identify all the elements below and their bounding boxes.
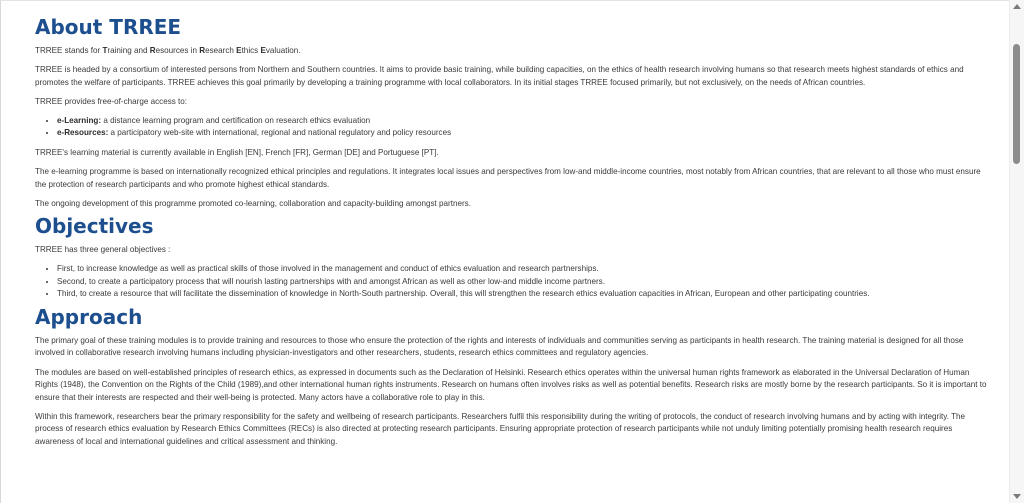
list-item-label: e-Resources: (57, 128, 109, 138)
main-content (35, 14, 990, 455)
about-paragraph: TRREE's learning material is currently available in English [EN], French [FR], German [DE] and Portuguese [PT]. (35, 148, 439, 158)
approach-paragraph: The modules are based on well-established principles of research ethics, as expressed in documents such as the Declaration of Helsinki. Research ethics operates within the universal human rights framework as elaborated in the Universal Declaration of Human Rights (1948), the Convention on the Rights of the Child (1989),and other international human rights instruments. Research on humans often involves risks as well as potential benefits. Research risks are mostly borne by the research participants. So it is important to ensure that their interests are respected and their well-being is protected. Many actors have a collaborative role to play in this. (35, 367, 987, 402)
list-item: • Second, to create a participatory process that will nourish lasting partnerships with and amongst African as well as other low-and middle income partners. (57, 276, 990, 289)
about-paragraph: TRREE provides free-of-charge access to: (35, 96, 188, 106)
vertical-scrollbar[interactable] (1009, 0, 1024, 503)
list-item: • e-Resources: a participatory web-site with international, regional and national regulatory and policy resources (57, 127, 990, 140)
objectives-list (35, 263, 990, 301)
list-item: • Third, to create a resource that will facilitate the dissemination of knowledge in North-South partnership. Overall, this will strengthen the research ethics evaluation capacities in African, European and other participating countries. (57, 288, 990, 301)
approach-paragraph: The primary goal of these training modules is to provide training and resources to those who ensure the protection of the rights and interests of individuals and communities serving as participants in health research. The training material is designed for all those involved in collaborative research involving humans including physician-investigators and other researchers, students, research ethics committees and regulatory agencies. (35, 335, 964, 358)
access-list (35, 115, 990, 140)
list-item-label: e-Learning: (57, 115, 102, 125)
approach-heading: Approach (35, 304, 143, 329)
scrollbar-thumb[interactable] (1013, 44, 1020, 164)
about-paragraph: TRREE is headed by a consortium of interested persons from Northern and Southern countries. It aims to provide basic training, while building capacities, on the ethics of health research involving humans so that research meets highest standards of ethics and promotes the welfare of participants. TRREE achieves this goal primarily by developing a training programme with local collaborators. In its initial stages TRREE focused primarily, but not exclusively, on the needs of African countries. (35, 65, 964, 87)
about-intro: TRREE stands for Training and Resources in Research Ethics Evaluation. (35, 46, 301, 55)
objectives-intro: TRREE has three general objectives : (35, 244, 171, 254)
list-item: • First, to increase knowledge as well as practical skills of those involved in the management and conduct of ethics evaluation and research partnerships. (57, 263, 990, 276)
scroll-up-icon[interactable] (1013, 4, 1021, 9)
list-item: • e-Learning: a distance learning program and certification on research ethics evaluation (57, 115, 990, 128)
scroll-down-icon[interactable] (1013, 494, 1021, 499)
about-paragraph: The ongoing development of this programme promoted co-learning, collaboration and capacity-building amongst partners. (35, 198, 471, 208)
about-paragraph: The e-learning programme is based on internationally recognized ethical principles and regulations. It integrates local issues and perspectives from low-and middle-income countries, most notably from African countries, that are relevant to all those who must ensure the protection of research participants and who promote highest ethical standards. (35, 167, 981, 189)
objectives-heading: Objectives (35, 213, 154, 238)
about-heading: About TRREE (35, 15, 182, 39)
approach-paragraph: Within this framework, researchers bear the primary responsibility for the safety and wellbeing of research participants. Researchers fulfil this responsibility during the writing of protocols, the conduct of research involving humans and by acting with integrity. The process of research ethics evaluation by Research Ethics Committees (RECs) is also directed at protecting research participants. Ensuring appropriate protection of research participants while not unduly limiting potentially promising health research requires awareness of local and international guidelines and critical assessment and thinking. (35, 411, 966, 446)
